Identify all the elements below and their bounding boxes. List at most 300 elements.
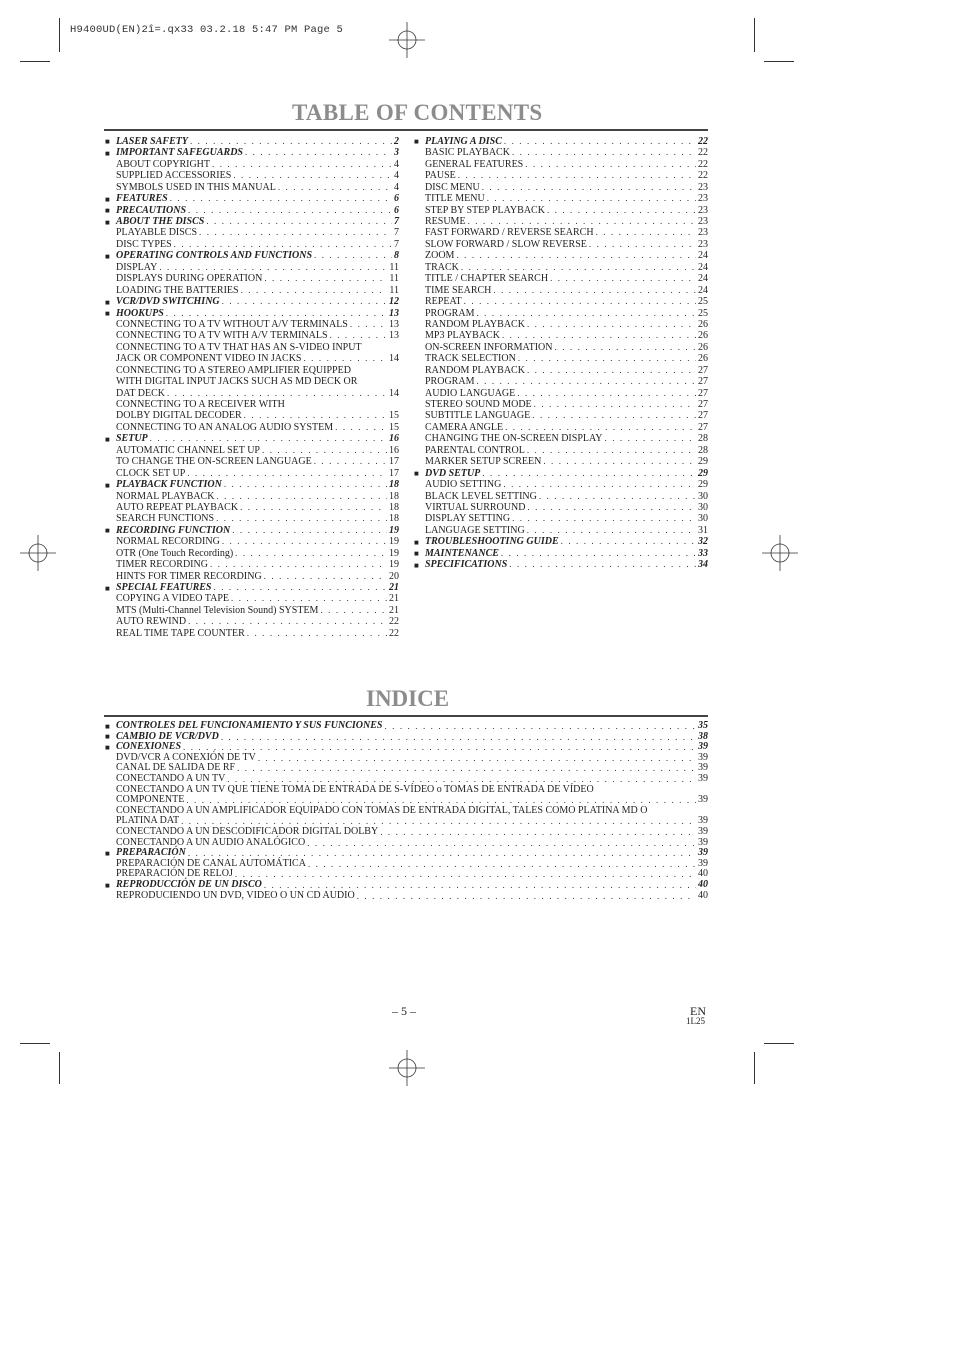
dot-leader [206,216,392,227]
toc-entry-page: 38 [698,730,708,742]
registration-mark-icon [20,535,56,571]
toc-entry [414,193,708,204]
toc-entry-page: 8 [394,250,399,262]
toc-entry [414,491,708,502]
toc-entry-page: 23 [698,227,708,239]
toc-entry-label: CONEXIONES [116,741,182,753]
toc-entry [105,205,399,216]
toc-entry-page: 32 [698,536,708,548]
toc-entry-label: LOADING THE BATTERIES [116,284,239,296]
square-bullet-icon: ■ [414,537,419,547]
toc-entry-label: RECORDING FUNCTION [116,524,231,536]
dot-leader [493,285,696,296]
toc-entry-label: DISC TYPES [116,238,172,250]
toc-entry [414,445,708,456]
toc-entry [414,479,708,490]
dot-leader [380,827,696,838]
dot-leader [501,548,696,559]
square-bullet-icon: ■ [414,560,419,570]
square-bullet-icon: ■ [105,583,110,593]
toc-entry [105,536,399,547]
toc-entry-page: 24 [698,284,708,296]
dot-leader [509,559,696,570]
toc-entry-page: 3 [394,147,399,159]
dot-leader [476,308,696,319]
toc-entry [414,205,708,216]
toc-entry-page: 17 [389,456,399,468]
toc-entry-page: 23 [698,238,708,250]
square-bullet-icon: ■ [105,880,110,890]
dot-leader [534,399,696,410]
toc-entry-page: 27 [698,387,708,399]
toc-entry [414,147,708,158]
dot-leader [245,147,392,158]
dot-leader [170,193,392,204]
toc-entry-page: 27 [698,399,708,411]
dot-leader [527,525,696,536]
dot-leader [384,721,696,732]
toc-entry-label: JACK OR COMPONENT VIDEO IN JACKS [116,353,302,365]
document-code: 1L25 [686,1016,705,1026]
toc-entry [105,147,399,158]
toc-entry-label: REAL TIME TAPE COUNTER [116,627,245,639]
toc-entry [414,239,708,250]
toc-entry-page: 18 [389,501,399,513]
toc-entry-label: CONECTANDO A UN TV QUE TIENE TOMA DE ENTRADA DE S-VÍDEO o TOMAS DE ENTRADA DE VÍDEO [116,783,594,795]
dot-leader [482,468,696,479]
dot-leader [187,468,387,479]
toc-entry [105,159,399,170]
toc-entry-label: AUTOMATIC CHANNEL SET UP [116,444,260,456]
toc-entry-page: 27 [698,410,708,422]
toc-entry-page: 11 [389,284,399,296]
toc-entry-label: FAST FORWARD / REVERSE SEARCH [425,227,594,239]
toc-entry-label: DOLBY DIGITAL DECODER [116,410,242,422]
toc-entry [105,353,399,364]
toc-entry-page: 39 [698,772,708,784]
toc-entry-page: 40 [698,868,708,880]
toc-entry [414,433,708,444]
dot-leader [357,891,696,902]
toc-entry-label: NORMAL RECORDING [116,536,220,548]
dot-leader [199,227,392,238]
square-bullet-icon: ■ [105,194,110,204]
toc-entry-page: 25 [698,307,708,319]
dot-leader [330,330,388,341]
dot-leader [308,859,696,870]
toc-entry [105,433,399,444]
dot-leader [314,456,387,467]
toc-entry [105,891,708,902]
toc-entry-label: PROGRAM [425,307,475,319]
toc-entry [414,182,708,193]
toc-entry-label: SEARCH FUNCTIONS [116,513,215,525]
toc-entry-label: SUBTITLE LANGUAGE [425,410,531,422]
toc-entry-label: ZOOM [425,250,455,262]
toc-entry [105,330,399,341]
toc-entry-page: 14 [389,387,399,399]
toc-entry-page: 22 [389,616,399,628]
toc-entry-page: 23 [698,216,708,228]
dot-leader [504,136,696,147]
toc-entry-label: DISPLAY SETTING [425,513,511,525]
toc-entry [105,193,399,204]
toc-entry [105,582,399,593]
toc-entry [105,445,399,456]
toc-entry [414,376,708,387]
dot-leader [247,628,387,639]
dot-leader [596,227,696,238]
toc-entry-label: TIME SEARCH [425,284,492,296]
square-bullet-icon: ■ [414,469,419,479]
toc-entry-label: REPRODUCCIÓN DE UN DISCO [116,878,262,890]
toc-entry-label: VCR/DVD SWITCHING [116,296,220,308]
toc-entry-label: MP3 PLAYBACK [425,330,500,342]
square-bullet-icon: ■ [414,137,419,147]
dot-leader [258,753,696,764]
toc-entry-page: 33 [698,547,708,559]
toc-entry-page: 11 [389,261,399,273]
toc-entry-page: 4 [394,170,399,182]
toc-entry [414,422,708,433]
toc-entry-label: PLATINA DAT [116,815,180,827]
square-bullet-icon: ■ [105,742,110,752]
toc-entry-page: 39 [698,857,708,869]
toc-entry-page: 22 [389,627,399,639]
dot-leader [303,353,387,364]
crop-mark [20,1043,50,1044]
toc-rule [104,129,708,131]
toc-entry-label: CONTROLES DEL FUNCIONAMIENTO Y SUS FUNCIONES [116,720,383,731]
dot-leader [468,216,696,227]
toc-entry-page: 18 [389,490,399,502]
toc-entry-label: OPERATING CONTROLS AND FUNCTIONS [116,250,313,262]
toc-entry [105,296,399,307]
toc-entry [105,319,399,330]
toc-entry [414,250,708,261]
toc-entry-label: DISPLAY [116,261,158,273]
square-bullet-icon: ■ [105,217,110,227]
dot-leader [527,365,696,376]
toc-entry-page: 40 [698,889,708,901]
toc-entry-page: 16 [389,444,399,456]
dot-leader [314,250,392,261]
toc-entry-label: ABOUT COPYRIGHT [116,158,210,170]
dot-leader [235,548,387,559]
toc-entry [105,548,399,559]
toc-entry-page: 39 [698,794,708,806]
toc-entry [414,319,708,330]
dot-leader [210,559,387,570]
toc-entry-label: LASER SAFETY [116,135,188,147]
toc-entry-label: IMPORTANT SAFEGUARDS [116,147,243,159]
toc-entry-page: 24 [698,250,708,262]
square-bullet-icon: ■ [105,251,110,261]
toc-entry [105,273,399,284]
toc-entry-label: COPYING A VIDEO TAPE [116,593,230,605]
toc-entry [414,308,708,319]
dot-leader [543,456,696,467]
dot-leader [214,582,388,593]
toc-entry [105,628,399,639]
toc-entry [105,785,708,796]
toc-entry [414,536,708,547]
toc-entry-page: 24 [698,261,708,273]
dot-leader [278,182,392,193]
dot-leader [532,410,696,421]
dot-leader [264,880,696,891]
toc-entry-label: DVD/VCR A CONEXIÓN DE TV [116,751,256,763]
dot-leader [539,491,696,502]
toc-entry-page: 18 [389,479,399,491]
dot-leader [222,296,387,307]
toc-entry [414,262,708,273]
toc-entry-label: NORMAL PLAYBACK [116,490,215,502]
toc-entry-label: RANDOM PLAYBACK [425,364,525,376]
dot-leader [589,239,696,250]
toc-entry-label: DISC MENU [425,181,480,193]
square-bullet-icon: ■ [105,848,110,858]
dot-leader [231,593,387,604]
toc-entry-label: CONECTANDO A UN AUDIO ANALÓGICO [116,836,306,848]
toc-entry-label: SYMBOLS USED IN THIS MANUAL [116,181,276,193]
dot-leader [190,136,392,147]
toc-entry-label: PREPARACIÓN DE CANAL AUTOMÁTICA [116,857,306,869]
toc-entry-label: CONECTANDO A UN TV [116,772,226,784]
registration-mark-icon [389,22,425,58]
toc-entry-label: CAMERA ANGLE [425,421,504,433]
dot-leader [244,410,387,421]
toc-entry [414,216,708,227]
toc-entry [414,468,708,479]
toc-entry-page: 26 [698,353,708,365]
toc-entry-label: ON-SCREEN INFORMATION [425,341,553,353]
toc-entry-label: SETUP [116,433,148,445]
dot-leader [525,159,696,170]
toc-entry-label: PAUSE [425,170,456,182]
dot-leader [227,774,696,785]
toc-entry-page: 28 [698,433,708,445]
toc-entry [414,525,708,536]
dot-leader [527,319,696,330]
toc-entry-label: TIMER RECORDING [116,559,208,571]
toc-entry-page: 29 [698,479,708,491]
dot-leader [487,193,696,204]
toc-entry-label: CHANGING THE ON-SCREEN DISPLAY [425,433,603,445]
dot-leader [350,319,387,330]
toc-entry-label: PROGRAM [425,376,475,388]
toc-entry [414,353,708,364]
crop-mark [59,1052,60,1084]
square-bullet-icon: ■ [105,206,110,216]
registration-mark-icon [389,1050,425,1086]
dot-leader [517,388,696,399]
toc-entry-page: 7 [394,216,399,228]
toc-entry-page: 26 [698,341,708,353]
toc-entry-page: 7 [394,227,399,239]
toc-entry [414,513,708,524]
toc-entry-page: 23 [698,181,708,193]
dot-leader [235,869,696,880]
indice-rule [104,715,708,717]
toc-entry-page: 21 [389,604,399,616]
toc-entry-label: CONECTANDO A UN DESCODIFICADOR DIGITAL DOLBY [116,825,379,837]
toc-entry-label: COMPONENTE [116,794,185,806]
dot-leader [159,262,387,273]
toc-entry [414,388,708,399]
registration-mark-icon [762,535,798,571]
toc-entry-label: CONNECTING TO A TV THAT HAS AN S-VIDEO INPUT [116,341,362,353]
dot-leader [221,732,696,743]
dot-leader [527,445,696,456]
toc-entry-page: 28 [698,444,708,456]
toc-entry-label: TRACK SELECTION [425,353,516,365]
dot-leader [512,147,696,158]
toc-entry [414,411,708,422]
toc-entry [105,838,708,849]
toc-entry-label: AUDIO SETTING [425,479,502,491]
toc-entry-label: CONNECTING TO AN ANALOG AUDIO SYSTEM [116,421,334,433]
toc-entry [105,388,399,399]
toc-entry [414,342,708,353]
toc-entry [105,411,399,422]
toc-entry [105,732,708,743]
toc-entry [105,594,399,605]
toc-entry-page: 24 [698,273,708,285]
dot-leader [512,513,696,524]
toc-entry-label: TITLE / CHAPTER SEARCH [425,273,549,285]
dot-leader [167,388,387,399]
dot-leader [212,159,392,170]
toc-entry [414,548,708,559]
toc-entry [105,571,399,582]
toc-entry-label: BASIC PLAYBACK [425,147,510,159]
toc-entry-label: RESUME [425,216,466,228]
dot-leader [241,285,388,296]
language-code: EN [690,1004,706,1018]
toc-entry-label: REPRODUCIENDO UN DVD, VIDEO O UN CD AUDIO [116,889,355,901]
toc-entry-label: CANAL DE SALIDA DE RF [116,762,236,774]
page-number: – 5 – [392,1004,416,1018]
toc-entry-page: 22 [698,170,708,182]
toc-entry [105,239,399,250]
toc-entry-page: 17 [389,467,399,479]
toc-entry-label: VIRTUAL SURROUND [425,501,526,513]
toc-entry-label: SLOW FORWARD / SLOW REVERSE [425,238,587,250]
dot-leader [166,308,387,319]
toc-entry [105,342,399,353]
crop-mark [764,61,794,62]
toc-entry-page: 27 [698,364,708,376]
dot-leader [555,342,696,353]
toc-entry [105,365,399,376]
toc-entry [105,422,399,433]
dot-leader [307,838,696,849]
toc-entry-page: 22 [698,147,708,159]
toc-entry [414,228,708,239]
dot-leader [188,616,387,627]
toc-entry-label: TROUBLESHOOTING GUIDE [425,536,559,548]
toc-entry-label: CONECTANDO A UN AMPLIFICADOR EQUIPADO CON TOMAS DE ENTRADA DIGITAL, TALES COMO PLATINA MD O [116,804,648,816]
toc-entry [105,228,399,239]
toc-entry [105,136,399,147]
dot-leader [233,170,392,181]
dot-leader [464,296,696,307]
toc-entry-page: 20 [389,570,399,582]
dot-leader [476,376,696,387]
dot-leader [262,445,387,456]
toc-entry-page: 40 [698,878,708,890]
toc-entry-label: CONNECTING TO A TV WITHOUT A/V TERMINALS [116,318,348,330]
toc-entry-label: PREPARACIÓN DE RELOJ [116,868,233,880]
toc-entry-page: 4 [394,158,399,170]
toc-entry [414,285,708,296]
toc-entry-label: SPECIAL FEATURES [116,582,212,594]
toc-entry-page: 16 [389,433,399,445]
toc-entry [414,365,708,376]
toc-entry [105,468,399,479]
toc-entry [105,605,399,616]
toc-entry-label: CONNECTING TO A STEREO AMPLIFIER EQUIPPED [116,364,351,376]
toc-entry-page: 39 [698,836,708,848]
toc-entry [105,250,399,261]
indice-column [105,721,708,901]
toc-entry-page: 29 [698,467,708,479]
toc-entry [414,502,708,513]
crop-mark [20,61,50,62]
toc-entry-page: 22 [698,135,708,147]
toc-entry [105,502,399,513]
toc-entry-label: CONNECTING TO A TV WITH A/V TERMINALS [116,330,328,342]
toc-entry-page: 31 [698,524,708,536]
toc-entry [105,721,708,732]
toc-entry-page: 39 [698,741,708,753]
toc-entry-label: MARKER SETUP SCREEN [425,456,542,468]
toc-entry-page: 13 [389,330,399,342]
toc-entry-label: AUDIO LANGUAGE [425,387,516,399]
toc-entry-page: 4 [394,181,399,193]
toc-entry-page: 15 [389,421,399,433]
square-bullet-icon: ■ [105,526,110,536]
toc-title: TABLE OF CONTENTS [292,100,543,125]
square-bullet-icon: ■ [105,721,110,731]
toc-entry-label: TITLE MENU [425,193,485,205]
toc-entry-label: PARENTAL CONTROL [425,444,525,456]
toc-entry-label: DVD SETUP [425,467,481,479]
dot-leader [216,491,387,502]
toc-entry-label: STEREO SOUND MODE [425,399,532,411]
toc-entry-page: 21 [389,582,399,594]
dot-leader [461,262,696,273]
toc-entry [105,479,399,490]
toc-entry-page: 21 [389,593,399,605]
toc-entry [105,880,708,891]
dot-leader [458,170,696,181]
toc-entry-label: FEATURES [116,193,168,205]
toc-entry-label: BLACK LEVEL SETTING [425,490,537,502]
toc-entry-page: 23 [698,193,708,205]
toc-entry-page: 6 [394,193,399,205]
toc-entry-label: OTR (One Touch Recording) [116,547,234,559]
toc-entry-page: 39 [698,762,708,774]
toc-entry-page: 26 [698,330,708,342]
dot-leader [505,422,696,433]
dot-leader [183,742,696,753]
toc-entry [414,136,708,147]
toc-entry-page: 14 [389,353,399,365]
toc-entry-page: 19 [389,547,399,559]
toc-entry-label: TO CHANGE THE ON-SCREEN LANGUAGE [116,456,312,468]
